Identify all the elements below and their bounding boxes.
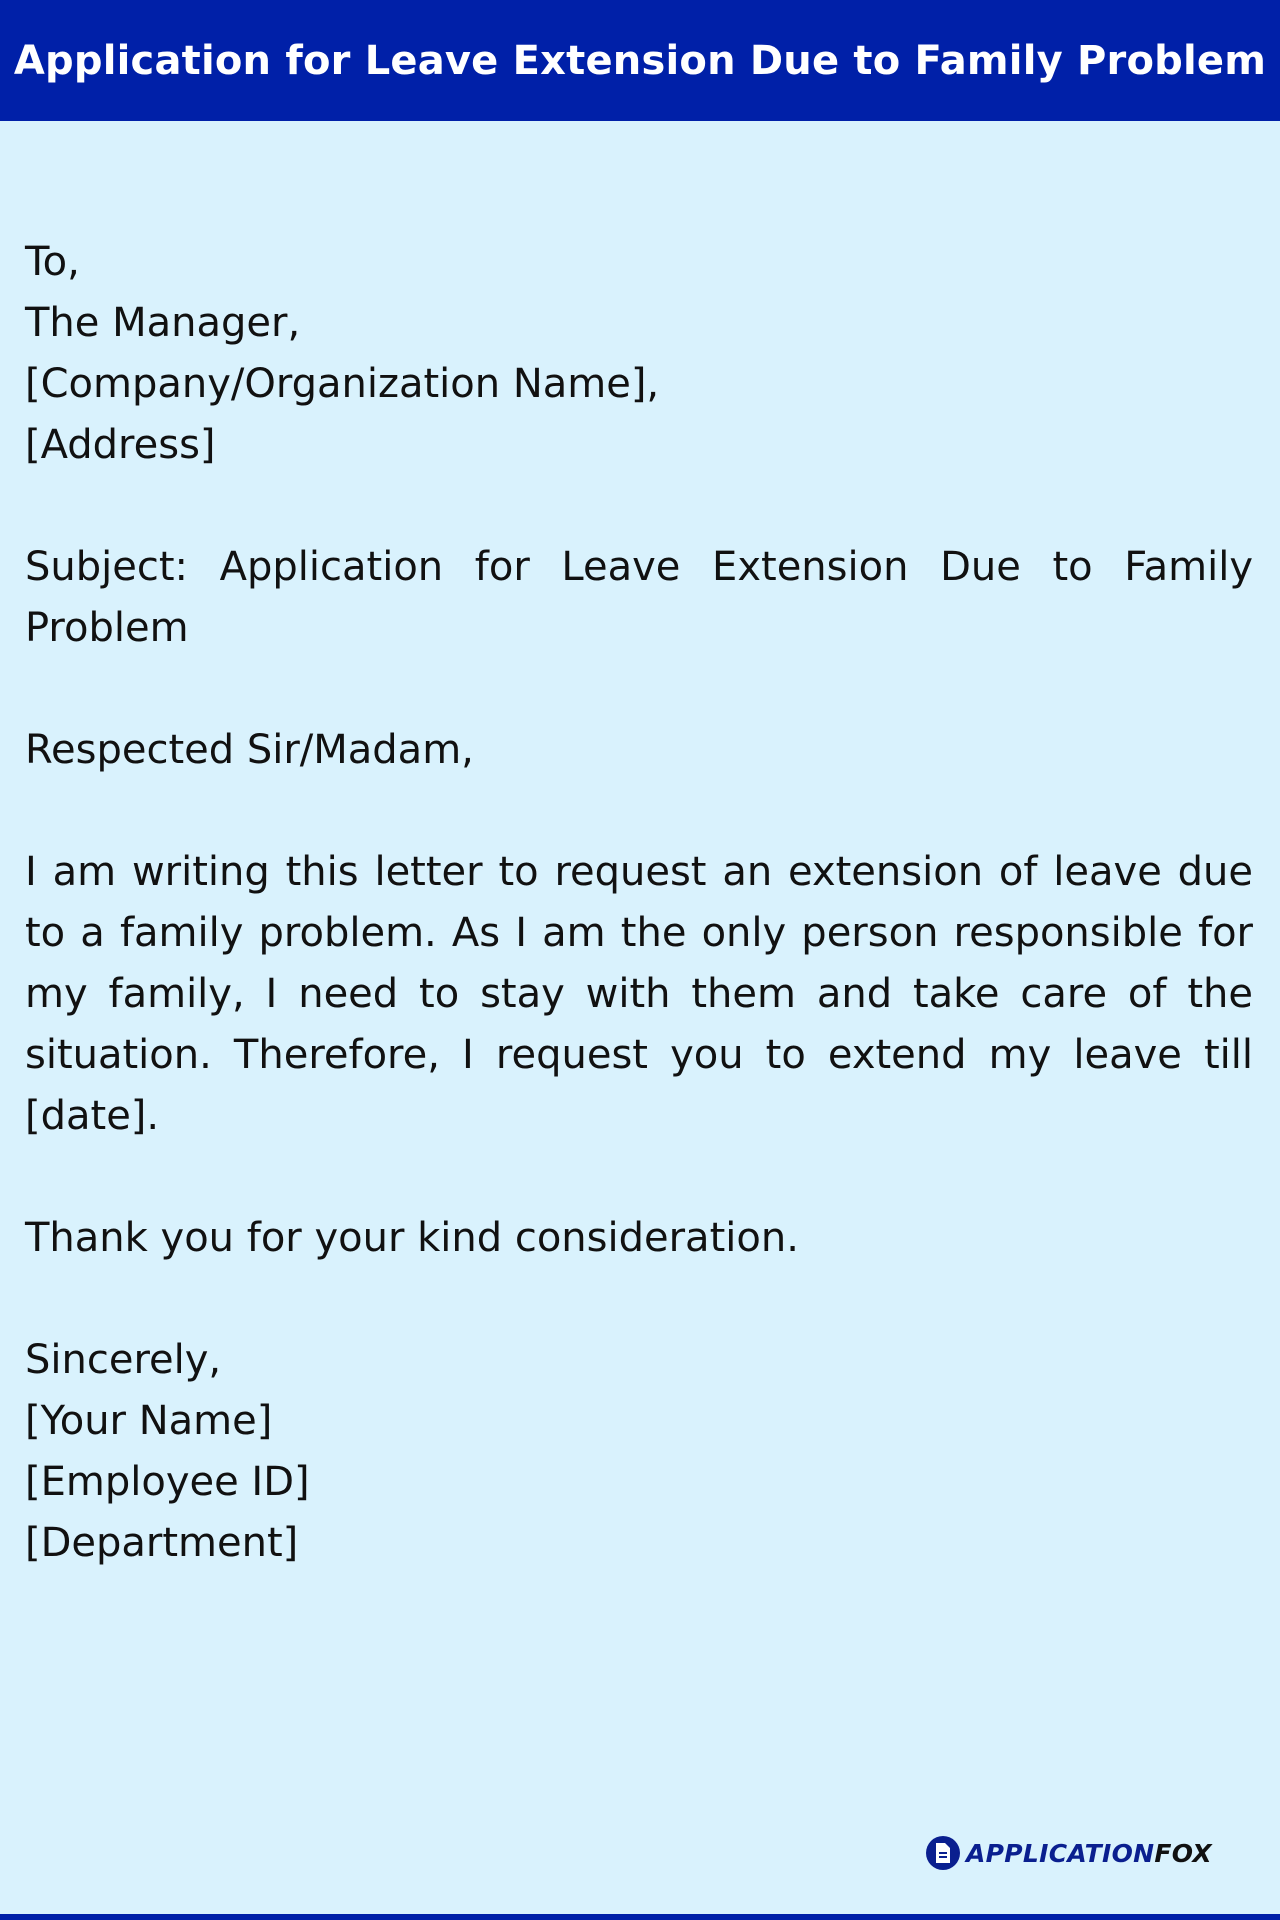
brand-wordmark-part1: APPLICATION (966, 1838, 1155, 1868)
closing-block (25, 1330, 1253, 1574)
recipient-line: To, (25, 239, 80, 285)
header-banner (0, 0, 1280, 121)
body-paragraph: I am writing this letter to request an extension of leave due to a family problem. As I am the only person responsible for my family, I need to stay with them and take care of the situation. Therefore, I request you to extend my leave till [date]. (25, 849, 1253, 1139)
closing-line: [Employee ID] (25, 1459, 310, 1505)
bottom-accent-bar (0, 1914, 1280, 1920)
brand-logo (926, 1836, 1212, 1870)
recipient-line: [Address] (25, 422, 216, 468)
closing-line: [Department] (25, 1520, 299, 1566)
closing-line: Sincerely, (25, 1337, 222, 1383)
closing-line: [Your Name] (25, 1398, 273, 1444)
brand-wordmark-part2: FOX (1154, 1838, 1212, 1868)
brand-wordmark (966, 1839, 1212, 1868)
document-icon (926, 1836, 960, 1870)
subject-line: Subject: Application for Leave Extension Due to Family Problem (25, 544, 1253, 651)
salutation: Respected Sir/Madam, (25, 727, 474, 773)
thanks-line: Thank you for your kind consideration. (25, 1215, 799, 1261)
page-title: Application for Leave Extension Due to Family Problem (13, 37, 1267, 84)
recipient-block (25, 232, 1253, 476)
letter-body (25, 232, 1253, 1635)
recipient-line: [Company/Organization Name], (25, 361, 660, 407)
recipient-line: The Manager, (25, 300, 301, 346)
